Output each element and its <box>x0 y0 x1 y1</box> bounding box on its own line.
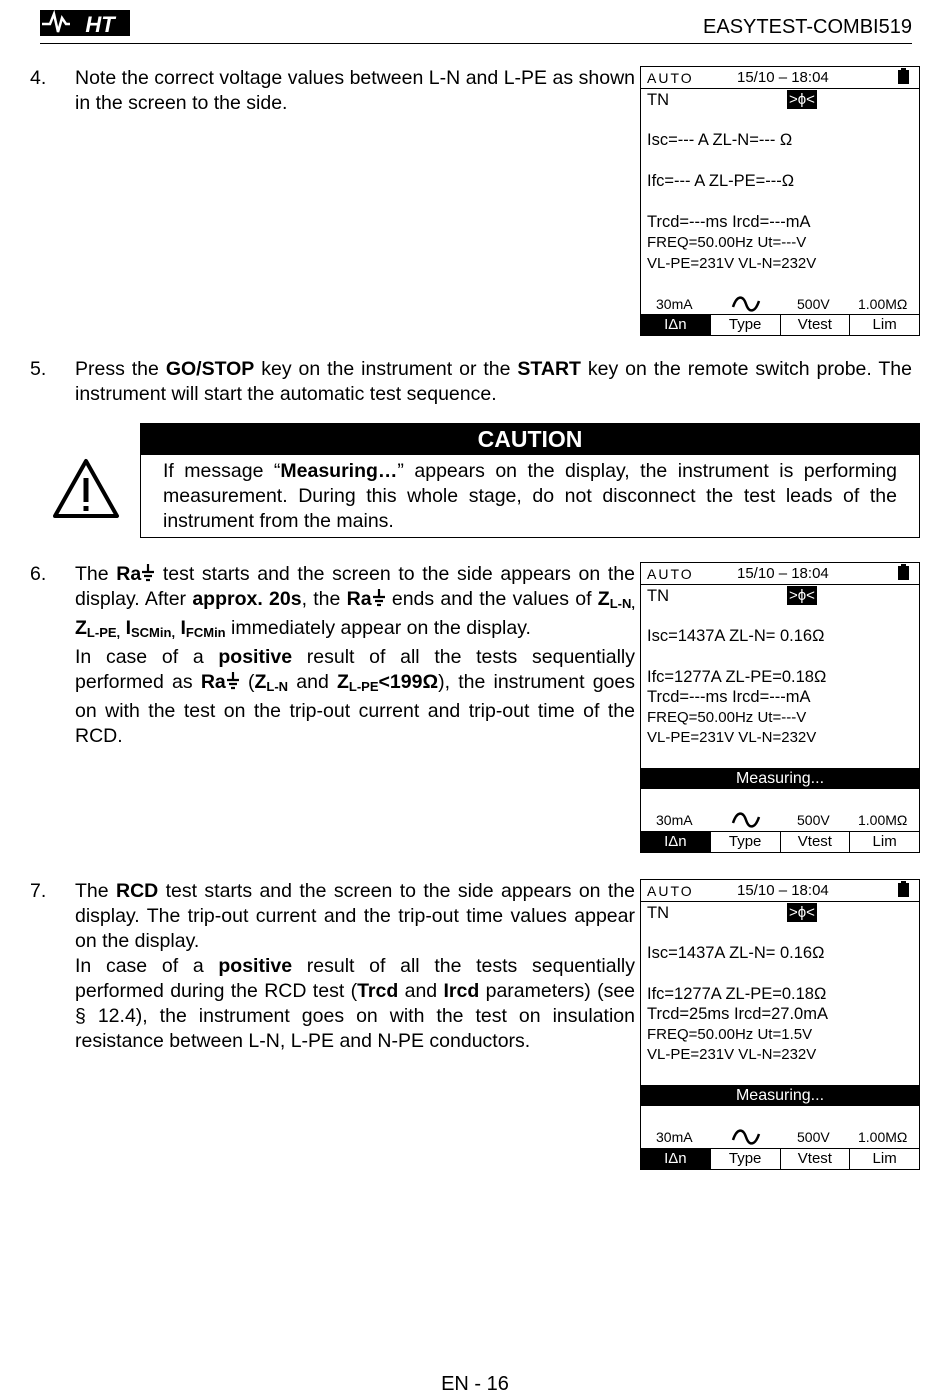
phase-icon: >ϕ< <box>789 91 815 108</box>
instrument-screen-3 <box>640 879 920 1170</box>
step-number: 5. <box>30 358 47 380</box>
instrument-screen-1 <box>640 66 920 336</box>
ac-wave-icon <box>731 811 761 829</box>
ac-wave-icon <box>731 1128 761 1146</box>
voltage-line: VL-PE=231V VL-N=232V <box>647 729 817 746</box>
tab-type[interactable]: Type <box>710 315 780 335</box>
instrument-screen-2 <box>640 562 920 853</box>
phase-icon: >ϕ< <box>789 587 815 604</box>
page-number: EN - 16 <box>441 1373 509 1395</box>
lim-value: 1.00MΩ <box>858 1129 908 1145</box>
caution-title: CAUTION <box>141 424 919 455</box>
step-number: 4. <box>30 67 47 89</box>
lim-value: 1.00MΩ <box>858 812 908 828</box>
datetime: 15/10 – 18:04 <box>737 565 829 582</box>
model-name: EASYTEST-COMBI519 <box>703 16 912 38</box>
step-5 <box>30 357 912 407</box>
isc-zln-line: Isc=1437A ZL-N= 0.16Ω <box>647 627 825 645</box>
phase-icon: >ϕ< <box>789 904 815 921</box>
battery-icon <box>898 566 909 580</box>
trcd-line: Trcd=---ms Ircd=---mA <box>647 688 811 706</box>
header-divider <box>40 43 912 44</box>
earth-icon <box>141 564 155 582</box>
warning-icon <box>52 458 120 520</box>
settings-row <box>641 1126 919 1147</box>
tab-idn[interactable]: IΔn <box>641 1149 710 1169</box>
tab-lim[interactable]: Lim <box>849 315 919 335</box>
isc-zln-line: Isc=1437A ZL-N= 0.16Ω <box>647 944 825 962</box>
voltage-line: VL-PE=231V VL-N=232V <box>647 1046 817 1063</box>
measuring-banner: Measuring... <box>641 768 919 789</box>
vtest-value: 500V <box>797 812 830 828</box>
trcd-line: Trcd=25ms Ircd=27.0mA <box>647 1005 828 1023</box>
step-text: Press the GO/STOP key on the instrument or the START key on the remote switch probe. The instrument will start the automatic test sequence. <box>75 358 912 405</box>
ifc-zlpe-line: Ifc=--- A ZL-PE=---Ω <box>647 172 795 190</box>
idn-value: 30mA <box>656 812 693 828</box>
step-paragraph-2: In case of a positive result of all the tests sequentially performed during the RCD test (Trcd and Ircd parameters) (see § 12.4), the instrument goes on with the test on insulation resistance between L-N, L-PE and N-PE conductors. <box>75 955 636 1052</box>
system-type: TN <box>647 904 669 922</box>
ht-logo <box>40 6 130 38</box>
step-paragraph-1: The Ra test starts and the screen to the side appears on the display. After approx. 20s, the Ra ends and the values of $Z_{L-N,}$ $Z_{L-PE,}$ $I_{SCMin,}$ $I_{FCMin}$ immediately appear on the display. <box>75 563 635 640</box>
step-text: Note the correct voltage values between L-N and L-PE as shown in the screen to the side. <box>75 67 635 114</box>
step-7 <box>30 879 635 1054</box>
step-4 <box>30 66 635 116</box>
softkey-bar <box>641 314 919 335</box>
ifc-zlpe-line: Ifc=1277A ZL-PE=0.18Ω <box>647 668 827 686</box>
idn-value: 30mA <box>656 1129 693 1145</box>
battery-icon <box>898 883 909 897</box>
step-number: 7. <box>30 880 47 902</box>
idn-value: 30mA <box>656 296 693 312</box>
lim-value: 1.00MΩ <box>858 296 908 312</box>
freq-line: FREQ=50.00Hz Ut=---V <box>647 234 807 251</box>
step-number: 6. <box>30 563 47 585</box>
ac-wave-icon <box>731 295 761 313</box>
caution-box <box>140 423 920 538</box>
tab-vtest[interactable]: Vtest <box>780 315 850 335</box>
step-6 <box>30 562 635 749</box>
step-paragraph-2: In case of a positive result of all the tests sequentially performed as Ra ($Z_{L-N}$ and $Z_{L-PE}<199\Omega$), the instrument goes on with the test on the trip-out current and trip-out time of the RCD. <box>75 646 635 747</box>
tab-idn[interactable]: IΔn <box>641 315 710 335</box>
datetime: 15/10 – 18:04 <box>737 882 829 899</box>
mode-label: AUTO <box>647 70 694 86</box>
measuring-banner: Measuring... <box>641 1085 919 1106</box>
step-paragraph-1: The RCD test starts and the screen to the side appears on the display. The trip-out current and the trip-out time values appear on the display. <box>75 880 635 952</box>
settings-row <box>641 293 919 314</box>
softkey-bar <box>641 1148 919 1169</box>
tab-idn[interactable]: IΔn <box>641 832 710 852</box>
vtest-value: 500V <box>797 296 830 312</box>
ifc-zlpe-line: Ifc=1277A ZL-PE=0.18Ω <box>647 985 827 1003</box>
mode-label: AUTO <box>647 883 694 899</box>
settings-row <box>641 809 919 830</box>
system-type: TN <box>647 91 669 109</box>
mode-label: AUTO <box>647 566 694 582</box>
datetime: 15/10 – 18:04 <box>737 69 829 86</box>
tab-vtest[interactable]: Vtest <box>780 832 850 852</box>
isc-zln-line: Isc=--- A ZL-N=--- Ω <box>647 131 793 149</box>
tab-type[interactable]: Type <box>710 832 780 852</box>
softkey-bar <box>641 831 919 852</box>
tab-lim[interactable]: Lim <box>849 832 919 852</box>
tab-vtest[interactable]: Vtest <box>780 1149 850 1169</box>
freq-line: FREQ=50.00Hz Ut=---V <box>647 709 807 726</box>
tab-lim[interactable]: Lim <box>849 1149 919 1169</box>
battery-icon <box>898 70 909 84</box>
caution-text: If message “Measuring…” appears on the display, the instrument is performing measurement. During this whole stage, do not disconnect the test leads of the instrument from the mains. <box>163 460 897 532</box>
trcd-line: Trcd=---ms Ircd=---mA <box>647 213 811 231</box>
voltage-line: VL-PE=231V VL-N=232V <box>647 255 817 272</box>
brand-text: HT <box>85 12 115 37</box>
freq-line: FREQ=50.00Hz Ut=1.5V <box>647 1026 813 1043</box>
tab-type[interactable]: Type <box>710 1149 780 1169</box>
earth-icon <box>226 672 240 690</box>
system-type: TN <box>647 587 669 605</box>
vtest-value: 500V <box>797 1129 830 1145</box>
earth-icon <box>372 589 386 607</box>
